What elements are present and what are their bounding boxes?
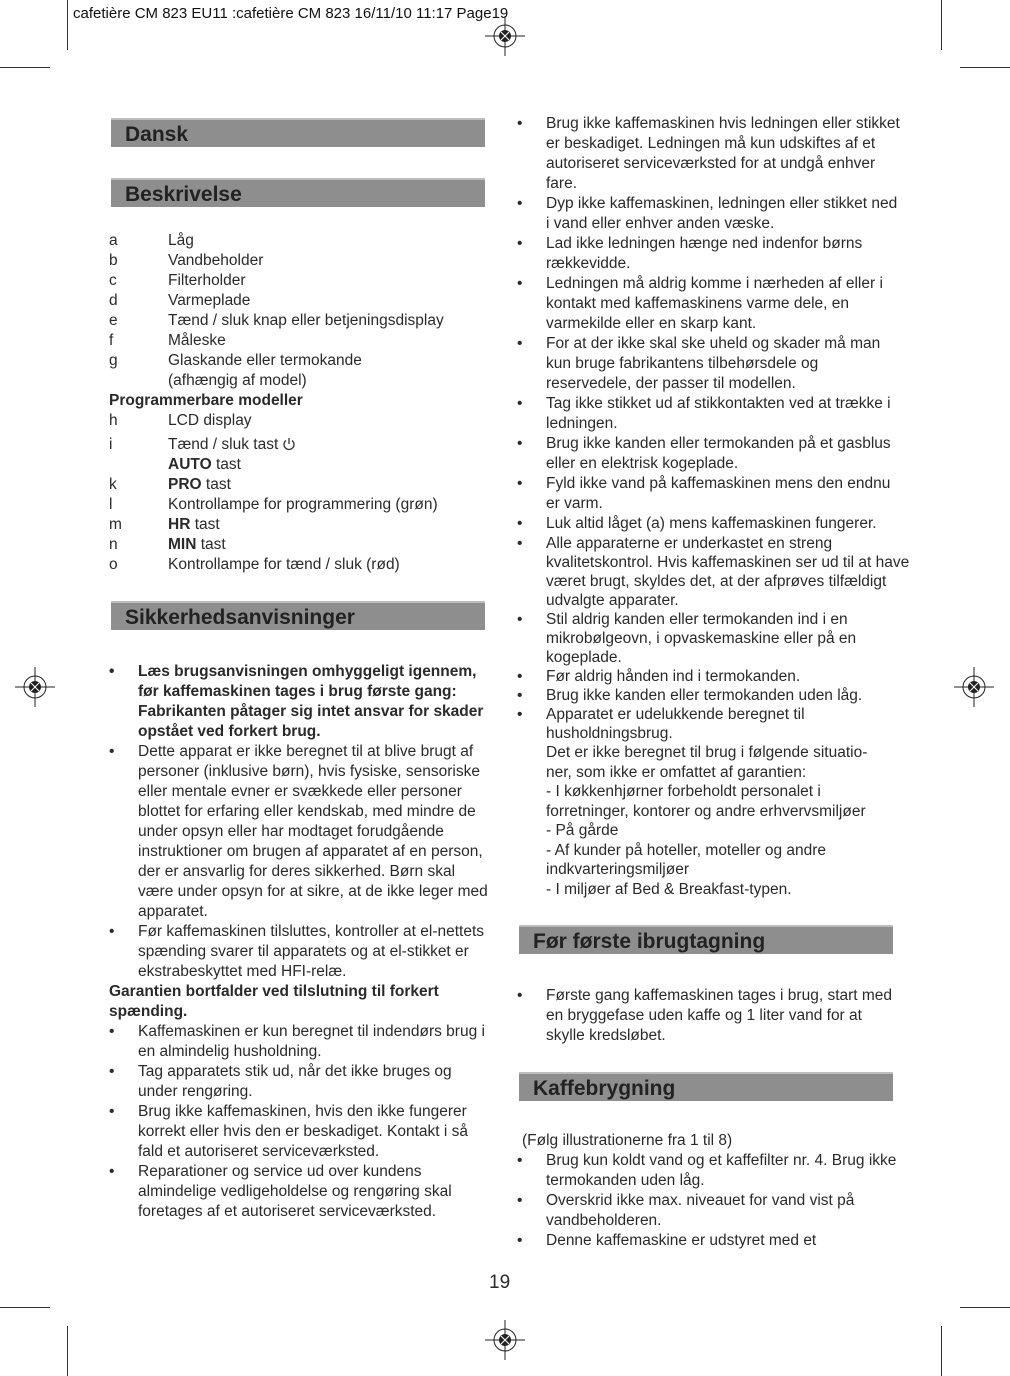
print-slug: cafetière CM 823 EU11 :cafetière CM 823 16/11/10 11:17 Page19 <box>73 5 509 22</box>
list-item: • Denne kaffemaskine er udstyret med et <box>517 1232 817 1249</box>
crop-mark <box>67 0 68 50</box>
list-item: • Luk altid låget (a) mens kaffemaskinen fungerer. <box>517 515 877 532</box>
list-item: • Reparationer og service ud over kundens almindelige vedligeholdelse og rengøring skal foretages af et autoriseret serviceværksted. <box>109 1163 452 1220</box>
component-item: a Låg <box>109 232 194 249</box>
list-item: • Brug ikke kanden eller termokanden uden låg. <box>517 687 863 704</box>
power-icon <box>282 437 296 451</box>
household-details <box>517 743 902 899</box>
guarantee-note: Garantien bortfalder ved tilslutning til forkert spænding. <box>109 983 439 1020</box>
registration-mark-icon <box>485 1320 525 1360</box>
list-item: • Dyp ikke kaffemaskinen, ledningen eller stikket ned i vand eller enhver anden væske. <box>517 195 898 232</box>
registration-mark-icon <box>485 16 525 56</box>
list-item: • Lad ikke ledningen hænge ned indenfor børns rækkevidde. <box>517 235 863 272</box>
list-item: • Tag apparatets stik ud, når det ikke bruges og under rengøring. <box>109 1063 452 1100</box>
component-item: l Kontrollampe for programmering (grøn) <box>109 496 438 513</box>
crop-mark <box>960 67 1010 68</box>
text-line: ner, som ikke er omfattet af garantien: <box>546 763 807 781</box>
list-item: • Brug ikke kaffemaskinen, hvis den ikke fungerer korrekt eller hvis den er beskadiget. Kontakt i så fald et autoriseret serviceværksted. <box>109 1103 468 1160</box>
component-item: c Filterholder <box>109 272 246 289</box>
component-list <box>109 231 494 575</box>
component-item: n MIN tast <box>109 536 226 553</box>
text-line: - Af kunder på hoteller, moteller og andre <box>546 841 827 859</box>
list-item: • Ledningen må aldrig komme i nærheden af eller i kontakt med kaffemaskinens varme dele, en varmekilde eller en skarp kant. <box>517 275 883 332</box>
heading-sikkerhedsanvisninger: Sikkerhedsanvisninger <box>111 601 485 630</box>
list-item: • Første gang kaffemaskinen tages i brug, start med en bryggefase uden kaffe og 1 liter vand for at skylle kredsløbet. <box>517 987 893 1044</box>
component-item: (afhængig af model) <box>168 372 307 389</box>
crop-mark <box>0 67 50 68</box>
safety-list <box>109 662 494 1222</box>
list-item: • Alle apparaterne er underkastet en streng kvalitetskontrol. Hvis kaffemaskinen ser ud til at have været brugt, skyldes det, at der afprøves tilfældigt udvalgte apparater. <box>517 535 910 609</box>
list-item: • Brug ikke kanden eller termokanden på et gasblus eller en elektrisk kogeplade. <box>517 435 891 472</box>
text-line: Det er ikke beregnet til brug i følgende situatio- <box>546 744 868 761</box>
component-item: g Glaskande eller termokande <box>109 352 362 369</box>
component-item: m HR tast <box>109 516 220 533</box>
list-item: • Overskrid ikke max. niveauet for vand vist på vandbeholderen. <box>517 1192 855 1229</box>
component-item: o Kontrollampe for tænd / sluk (rød) <box>109 556 400 573</box>
list-item: • Brug ikke kaffemaskinen hvis ledningen eller stikket er beskadiget. Ledningen må kun udskiftes af et autoriseret serviceværksted for at undgå enhver fare. <box>517 115 900 192</box>
registration-mark-icon <box>15 667 55 707</box>
crop-mark <box>67 1326 68 1376</box>
right-column <box>517 114 910 1251</box>
text-line: forretninger, kontorer og andre erhvervsmiljøer <box>546 802 866 820</box>
page-number: 19 <box>489 1272 511 1293</box>
component-item: e Tænd / sluk knap eller betjeningsdisplay <box>109 312 444 329</box>
list-item: • Læs brugsanvisningen omhyggeligt igennem, før kaffemaskinen tages i brug første gang: Fabrikanten påtager sig intet ansvar for skader opstået ved forkert brug. <box>109 663 484 740</box>
component-item: f Måleske <box>109 332 226 349</box>
brew-note: (Følg illustrationerne fra 1 til 8) <box>522 1132 733 1149</box>
crop-mark <box>960 1307 1010 1308</box>
heading-dansk: Dansk <box>111 118 485 147</box>
component-item: h LCD display <box>109 412 252 429</box>
component-item: i Tænd / sluk tast <box>109 435 494 455</box>
text-line: - I miljøer af Bed & Breakfast-typen. <box>546 880 792 898</box>
list-item: • Apparatet er udelukkende beregnet til husholdningsbrug. <box>517 706 805 742</box>
text-line: indkvarteringsmiljøer <box>546 861 689 878</box>
text-line: - I køkkenhjørner forbeholdt personalet i <box>546 783 821 800</box>
heading-foer-foerste-ibrugtagning: Før første ibrugtagning <box>519 925 893 954</box>
component-item: AUTO tast <box>168 456 241 473</box>
text-line: - På gårde <box>546 822 619 839</box>
programmable-models-title: Programmerbare modeller <box>109 392 303 409</box>
list-item: • Fyld ikke vand på kaffemaskinen mens den endnu er varm. <box>517 475 891 512</box>
list-item: • Dette apparat er ikke beregnet til at blive brugt af personer (inklusive børn), hvis fysiske, sensoriske eller mentale evner er svækkede eller personer blottet for erfaring eller kendskab, med mindre de under opsyn eller har modtaget forudgående instruktioner om brugen af apparatet af en person, der er ansvarlig for deres sikkerhed. Børn skal være under opsyn for at sikre, at de ikke leger med apparatet. <box>109 743 488 920</box>
list-item: • Kaffemaskinen er kun beregnet til indendørs brug i en almindelig husholdning. <box>109 1023 485 1060</box>
crop-mark <box>0 1307 50 1308</box>
list-item: • Før aldrig hånden ind i termokanden. <box>517 668 801 685</box>
list-item: • Før kaffemaskinen tilsluttes, kontroller at el-nettets spænding svarer til apparatets og at el-stikket er ekstrabeskyttet med HFI-relæ. <box>109 923 485 980</box>
list-item: • For at der ikke skal ske uheld og skader må man kun bruge fabrikantens tilbehørsdele og reservedele, der passer til modellen. <box>517 335 881 392</box>
component-item: b Vandbeholder <box>109 252 264 269</box>
heading-kaffebrygning: Kaffebrygning <box>519 1072 893 1101</box>
safety-list-continued <box>517 114 910 899</box>
crop-mark <box>941 1326 942 1376</box>
left-column <box>109 112 494 1222</box>
list-item: • Stil aldrig kanden eller termokanden ind i en mikrobølgeovn, i opvaskemaskine eller på en kogeplade. <box>517 611 857 666</box>
crop-mark <box>941 0 942 50</box>
list-item: • Brug kun koldt vand og et kaffefilter nr. 4. Brug ikke termokanden uden låg. <box>517 1152 897 1189</box>
list-item: • Tag ikke stikket ud af stikkontakten ved at trække i ledningen. <box>517 395 891 432</box>
heading-beskrivelse: Beskrivelse <box>111 178 485 207</box>
registration-mark-icon <box>954 667 994 707</box>
component-item: k PRO tast <box>109 476 231 493</box>
component-item: d Varmeplade <box>109 292 251 309</box>
